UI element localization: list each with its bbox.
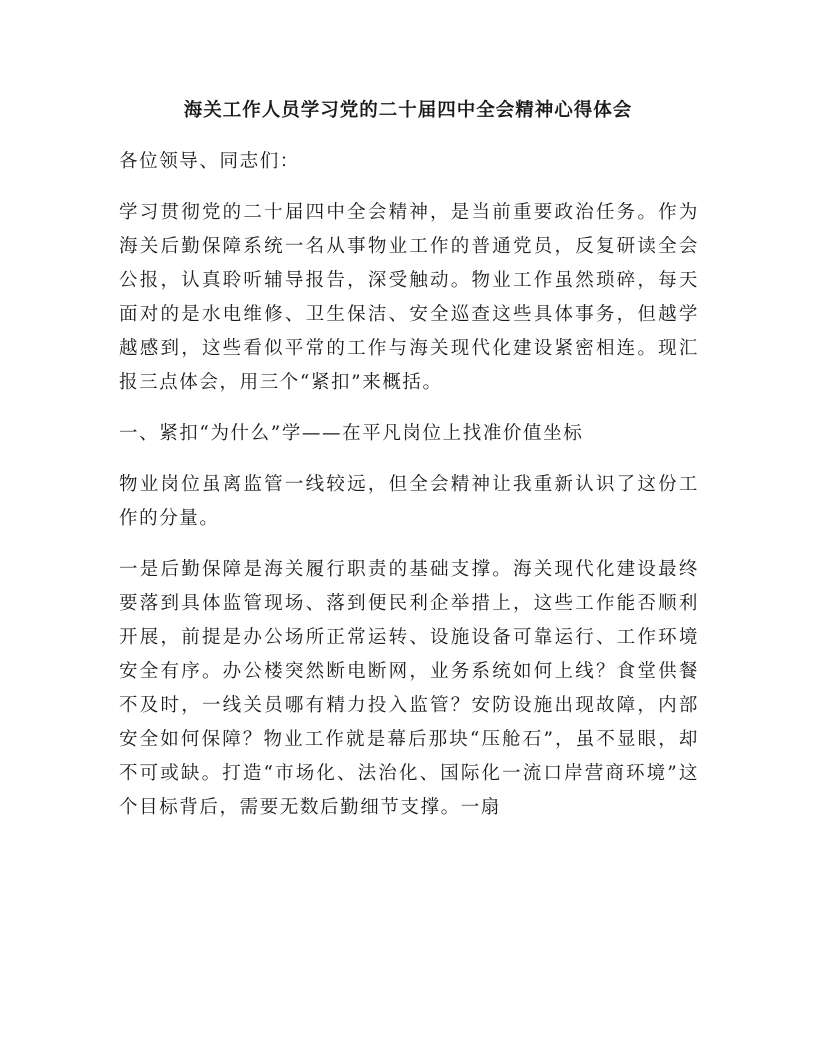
document-title: 海关工作人员学习党的二十届四中全会精神心得体会 <box>183 100 633 121</box>
section-heading-1: 一、紧扣“为什么”学——在平凡岗位上找准价值坐标 <box>119 423 584 444</box>
section-1-paragraph-2: 一是后勤保障是海关履行职责的基础支撑。海关现代化建设最终要落到具体监管现场、落到便民利企举措上，这些工作能否顺利开展，前提是办公场所正常运转、设施设备可靠运行、工作环境安全有序。办公楼突然断电断网，业务系统如何上线？食堂供餐不及时，一线关员哪有精力投入监管？安防设施出现故障，内部安全如何保障？物业工作就是幕后那块“压舱石”，虽不显眼，却不可或缺。打造“市场化、法治化、国际化一流口岸营商环境”这个目标背后，需要无数后勤细节支撑。一扇 <box>119 559 699 818</box>
section-1-paragraph-1: 物业岗位虽离监管一线较远，但全会精神让我重新认识了这份工作的分量。 <box>119 474 699 529</box>
intro-paragraph: 学习贯彻党的二十届四中全会精神，是当前重要政治任务。作为海关后勤保障系统一名从事物业工作的普通党员，反复研读全会公报，认真聆听辅导报告，深受触动。物业工作虽然琐碎，每天面对的是水电维修、卫生保洁、安全巡查这些具体事务，但越学越感到，这些看似平常的工作与海关现代化建设紧密相连。现汇报三点体会，用三个“紧扣”来概括。 <box>119 202 699 393</box>
document-body <box>119 145 699 842</box>
salutation-paragraph: 各位领导、同志们： <box>119 151 300 172</box>
